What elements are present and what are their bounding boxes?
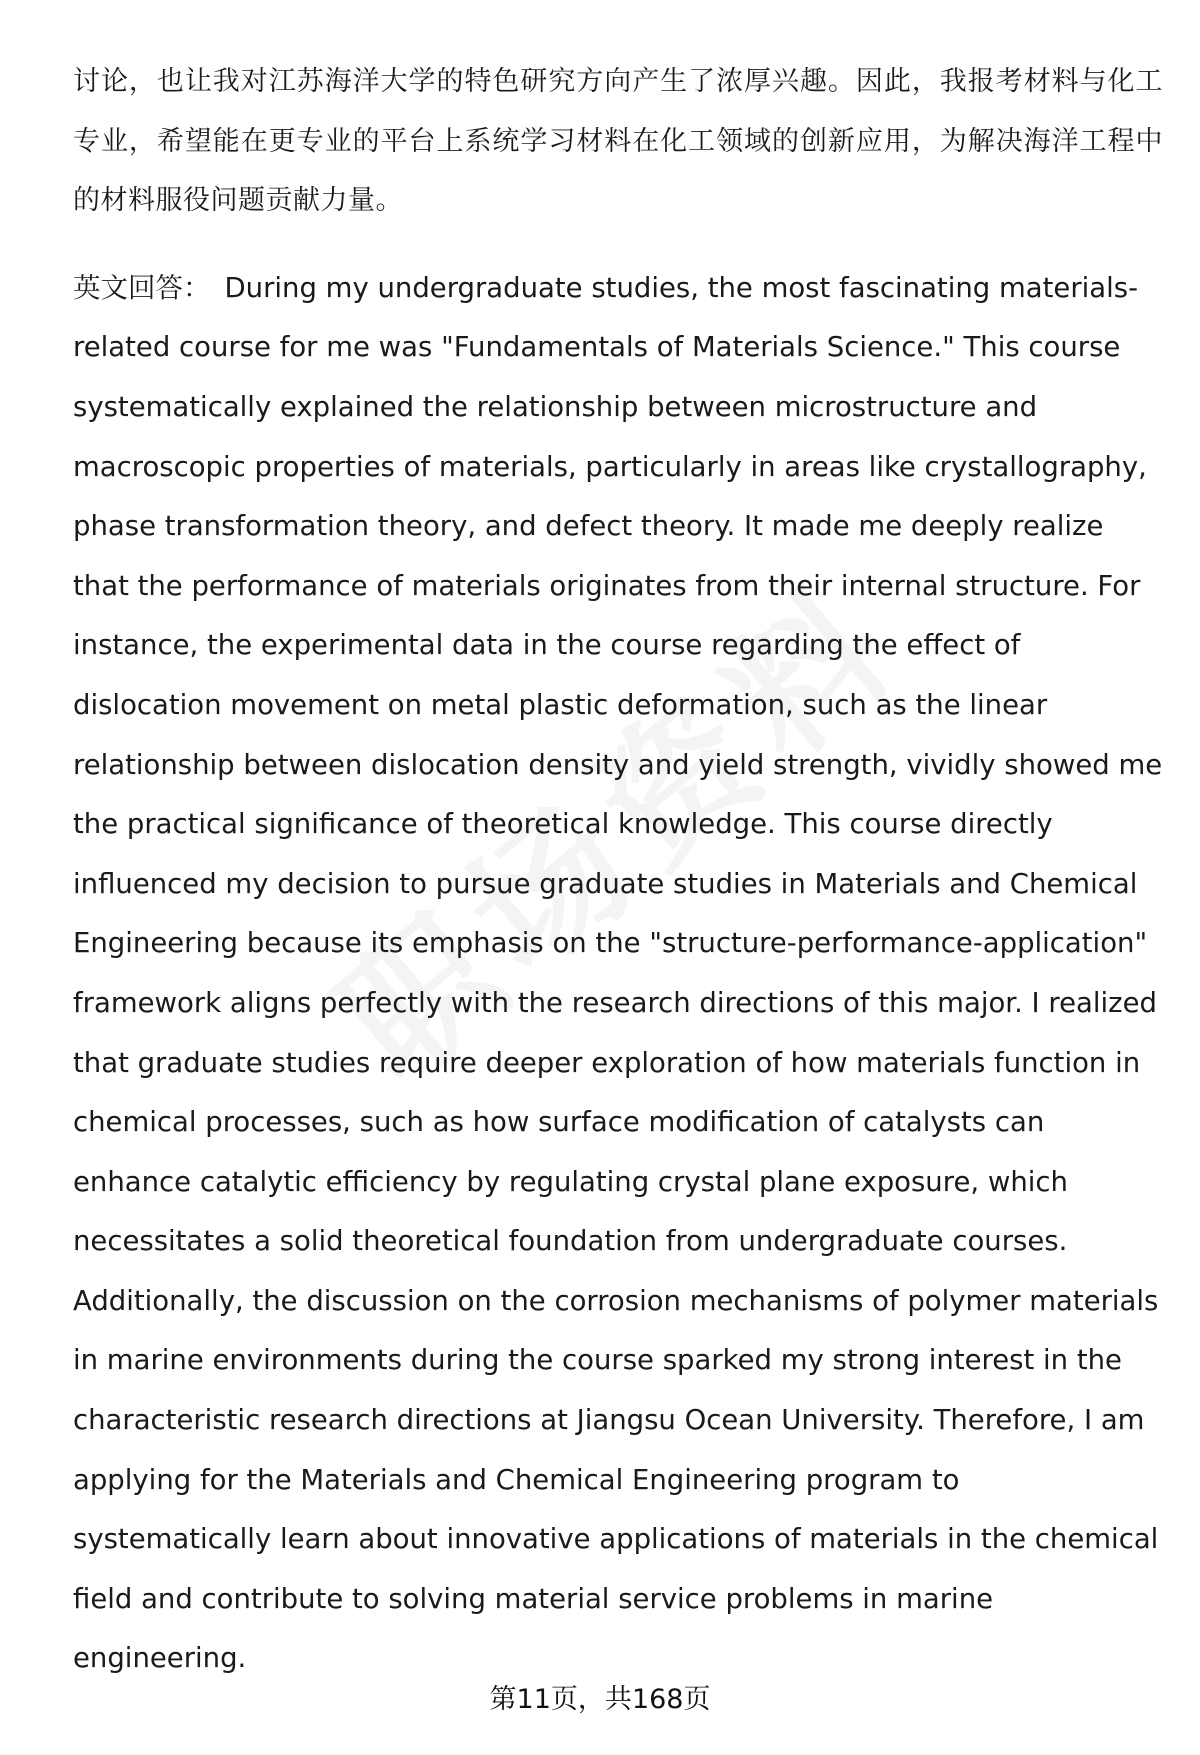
english-answer-label: 英文回答： [73,271,211,304]
english-answer-paragraph [73,259,1163,1689]
english-answer-text: During my undergraduate studies, the most fascinating materials-related course for me was "Fundamentals of Materials Science." This course systematically explained the relationship between microstructure and macroscopic properties of materials, particularly in areas like crystallography, phase transformation theory, and defect theory. It made me deeply realize that the performance of materials originates from their internal structure. For instance, the experimental data in the course regarding the effect of dislocation movement on metal plastic deformation, such as the linear relationship between dislocation density and yield strength, vividly showed me the practical significance of theoretical knowledge. This course directly influenced my decision to pursue graduate studies in Materials and Chemical Engineering because its emphasis on the "structure-performance-application" framework aligns perfectly with the research directions of this major. I realized that graduate studies require deeper exploration of how materials function in chemical processes, such as how surface modification of catalysts can enhance catalytic efficiency by regulating crystal plane exposure, which necessitates a solid theoretical foundation from undergraduate courses. Additionally, the discussion on the corrosion mechanisms of polymer materials in marine environments during the course sparked my strong interest in the characteristic research directions at Jiangsu Ocean University. Therefore, I am applying for the Materials and Chemical Engineering program to systematically learn about innovative applications of materials in the chemical field and contribute to solving material service problems in marine engineering. [73,271,1163,1675]
document-body [73,52,1163,1689]
chinese-paragraph: 讨论，也让我对江苏海洋大学的特色研究方向产生了浓厚兴趣。因此，我报考材料与化工专业，希望能在更专业的平台上系统学习材料在化工领域的创新应用，为解决海洋工程中的材料服役问题贡献力量。 [73,66,1163,217]
page-number-footer: 第11页，共168页 [489,1684,711,1715]
